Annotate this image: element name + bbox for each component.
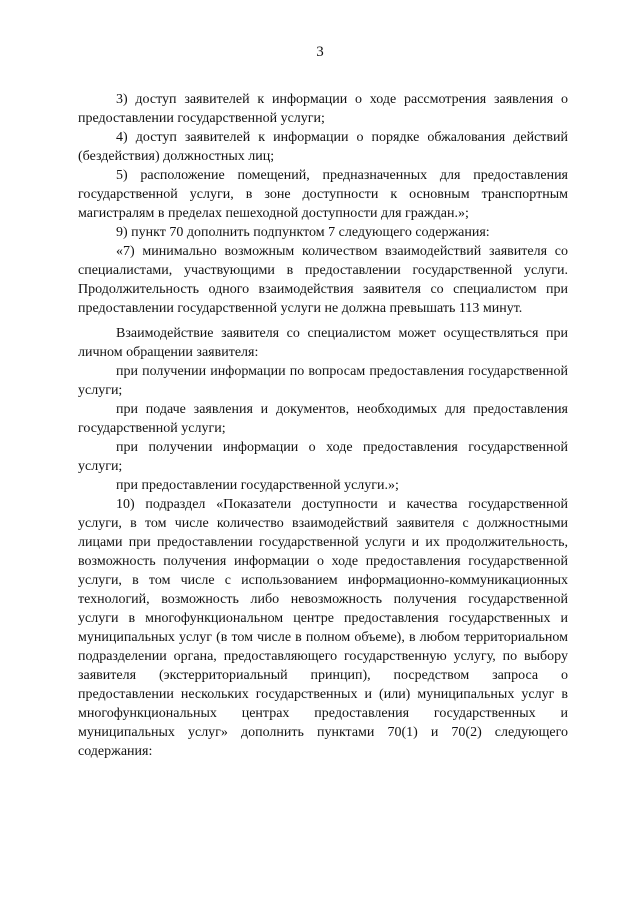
- paragraph-subpoint-7: «7) минимально возможным количеством взаимодействий заявителя со специалистами, участвующими в предоставлении государственной услуги. Продолжительность одного взаимодействия заявителя со специалистом при предоставлении государственной услуги не должна превышать 113 минут.: [78, 244, 568, 316]
- paragraph-item-5: 5) расположение помещений, предназначенных для предоставления государственной услуги, в зоне доступности к основным транспортным магистралям в пределах пешеходной доступности для граждан.»;: [78, 168, 568, 221]
- paragraph-interaction-1: при получении информации по вопросам предоставления государственной услуги;: [78, 364, 568, 398]
- document-body: [78, 90, 568, 761]
- paragraph-interaction-2: при подаче заявления и документов, необходимых для предоставления государственной услуги;: [78, 402, 568, 436]
- paragraph-point-10: 10) подраздел «Показатели доступности и качества государственной услуги, в том числе количество взаимодействий заявителя с должностными лицами при предоставлении государственной услуги и их продолжительность, возможность получения информации о ходе предоставления государственной услуги, в том числе с использованием информационно-коммуникационных технологий, возможность либо невозможность получения государственной услуги в многофункциональном центре предоставления государственных и муниципальных услуг (в том числе в полном объеме), в любом территориальном подразделении органа, предоставляющего государственную услугу, по выбору заявителя (экстерриториальный принцип), посредством запроса о предоставлении нескольких государственных и (или) муниципальных услуг в многофункциональных центрах предоставления государственных и муниципальных услуг» дополнить пунктами 70(1) и 70(2) следующего содержания:: [78, 497, 568, 759]
- paragraph-point-9: 9) пункт 70 дополнить подпунктом 7 следующего содержания:: [116, 225, 490, 240]
- paragraph-interaction-intro: Взаимодействие заявителя со специалистом может осуществляться при личном обращении заявителя:: [78, 326, 568, 360]
- paragraph-interaction-4: при предоставлении государственной услуги.»;: [116, 478, 399, 493]
- page-number: 3: [316, 44, 324, 60]
- paragraph-interaction-3: при получении информации о ходе предоставления государственной услуги;: [78, 440, 568, 474]
- paragraph-item-4: 4) доступ заявителей к информации о порядке обжалования действий (бездействия) должностных лиц;: [78, 130, 568, 164]
- paragraph-item-3: 3) доступ заявителей к информации о ходе рассмотрения заявления о предоставлении государственной услуги;: [78, 92, 568, 126]
